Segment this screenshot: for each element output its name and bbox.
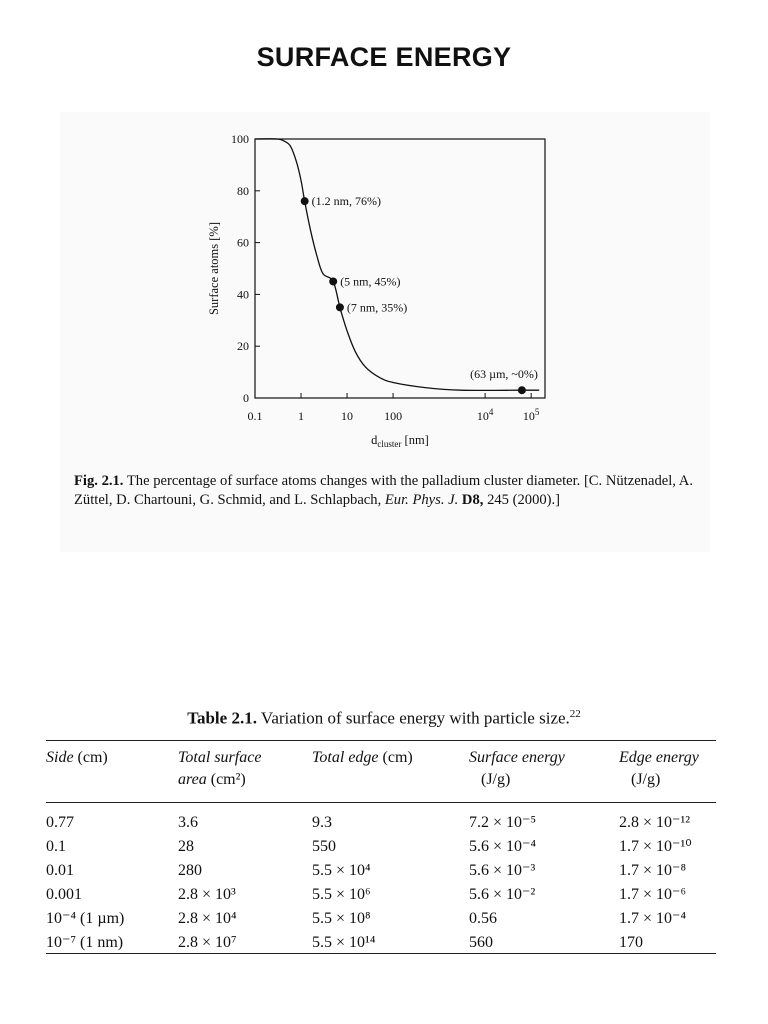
y-tick-label: 40	[237, 287, 249, 302]
table-cell: 10⁻⁷ (1 nm)	[46, 934, 124, 951]
caption-label: Fig. 2.1.	[74, 473, 124, 489]
table-cell: 5.5 × 10⁴	[312, 862, 371, 879]
table-row	[46, 908, 716, 930]
slide-title: SURFACE ENERGY	[256, 42, 512, 72]
data-point-label: (5 nm, 45%)	[340, 274, 401, 289]
caption-journal: Eur. Phys. J.	[384, 492, 459, 508]
table-cell: 0.1	[46, 838, 66, 855]
table-row	[46, 860, 716, 882]
data-point-label: (7 nm, 35%)	[346, 300, 408, 315]
data-point-marker	[329, 277, 337, 285]
table-cell: 1.7 × 10⁻⁶	[619, 886, 687, 903]
y-tick-label: 80	[237, 183, 249, 198]
y-tick-label: 20	[237, 339, 249, 354]
table-label: Table 2.1.	[187, 708, 257, 728]
table-row	[46, 932, 716, 954]
table-cell: 560	[469, 934, 493, 951]
y-axis-label: Surface atoms [%]	[207, 221, 221, 316]
table-cell: 2.8 × 10³	[178, 886, 236, 903]
table-cell: 5.6 × 10⁻⁴	[469, 838, 537, 855]
plot-frame	[255, 139, 545, 398]
table-cell: 2.8 × 10⁻¹²	[619, 814, 691, 831]
table-cell: 2.8 × 10⁷	[178, 934, 237, 951]
table-cell: 5.5 × 10⁶	[312, 886, 371, 903]
table-cell: 3.6	[178, 814, 198, 831]
surface-atoms-chart	[60, 112, 710, 462]
x-tick-label: 10	[341, 409, 354, 423]
table-cell: 9.3	[312, 814, 332, 831]
figure-caption	[74, 472, 714, 510]
table-ref: 22	[569, 708, 581, 720]
x-axis-label: $d_{cluster}$ [nm]	[371, 433, 429, 449]
table-cell: 5.5 × 10¹⁴	[312, 934, 376, 951]
column-header: Total edge (cm)	[312, 749, 413, 766]
table-cell: 0.001	[46, 886, 82, 903]
x-tick-label: 1	[298, 409, 305, 423]
table-cell: 2.8 × 10⁴	[178, 910, 237, 927]
column-header: Total surface area (cm²)	[178, 749, 262, 788]
column-header: Surface energy (J/g)	[469, 749, 565, 788]
table-cell: 5.6 × 10⁻²	[469, 886, 536, 903]
table-cell: 0.77	[46, 814, 74, 831]
table-cell: 550	[312, 838, 336, 855]
table-cell: 1.7 × 10⁻⁴	[619, 910, 687, 927]
x-tick-label: 0.1	[247, 409, 263, 423]
table-cell: 170	[619, 934, 643, 951]
table-cell: 1.7 × 10⁻⁸	[619, 862, 687, 879]
table-cell: 0.56	[469, 910, 497, 927]
caption-volume: D8,	[461, 492, 484, 508]
data-point-marker	[518, 386, 526, 394]
table-cell: 280	[178, 862, 202, 879]
table-cell: 1.7 × 10⁻¹⁰	[619, 838, 692, 855]
y-tick-label: 0	[243, 391, 249, 405]
caption-pages: 245 (2000).]	[487, 492, 561, 508]
table-row	[46, 884, 716, 906]
data-point-label: (63 µm, ~0%)	[470, 367, 538, 382]
table-cell: 28	[178, 838, 194, 855]
table-cell: 7.2 × 10⁻⁵	[469, 814, 537, 831]
column-header: Edge energy (J/g)	[619, 749, 699, 788]
caption-text: The percentage of surface atoms changes with the palladium cluster diameter. [C. Nützenadel, A. Züttel, D. Chartouni, G. Schmid, and L. Schlapbach,	[74, 473, 693, 508]
data-point-marker	[336, 303, 344, 311]
table-row	[46, 836, 716, 858]
table-cell: 0.01	[46, 862, 74, 879]
table-top-rule	[46, 740, 716, 741]
table-caption: Variation of surface energy with particle size.	[260, 708, 570, 728]
table-cell: 10⁻⁴ (1 µm)	[46, 910, 125, 927]
table-cell: 5.6 × 10⁻³	[469, 862, 536, 879]
y-tick-label: 100	[231, 132, 249, 146]
x-tick-label: $10^4$	[476, 407, 494, 423]
x-tick-label: 100	[384, 409, 403, 423]
column-header: Side (cm)	[46, 749, 108, 766]
table-header-rule	[46, 802, 716, 803]
data-point-marker	[301, 197, 309, 205]
data-point-label: (1.2 nm, 76%)	[311, 194, 381, 209]
surface-atoms-curve	[255, 139, 539, 391]
y-tick-label: 60	[237, 235, 249, 250]
table-cell: 5.5 × 10⁸	[312, 910, 371, 927]
table-title	[0, 708, 768, 729]
x-tick-label: $10^5$	[522, 407, 540, 423]
table-row	[46, 812, 716, 834]
